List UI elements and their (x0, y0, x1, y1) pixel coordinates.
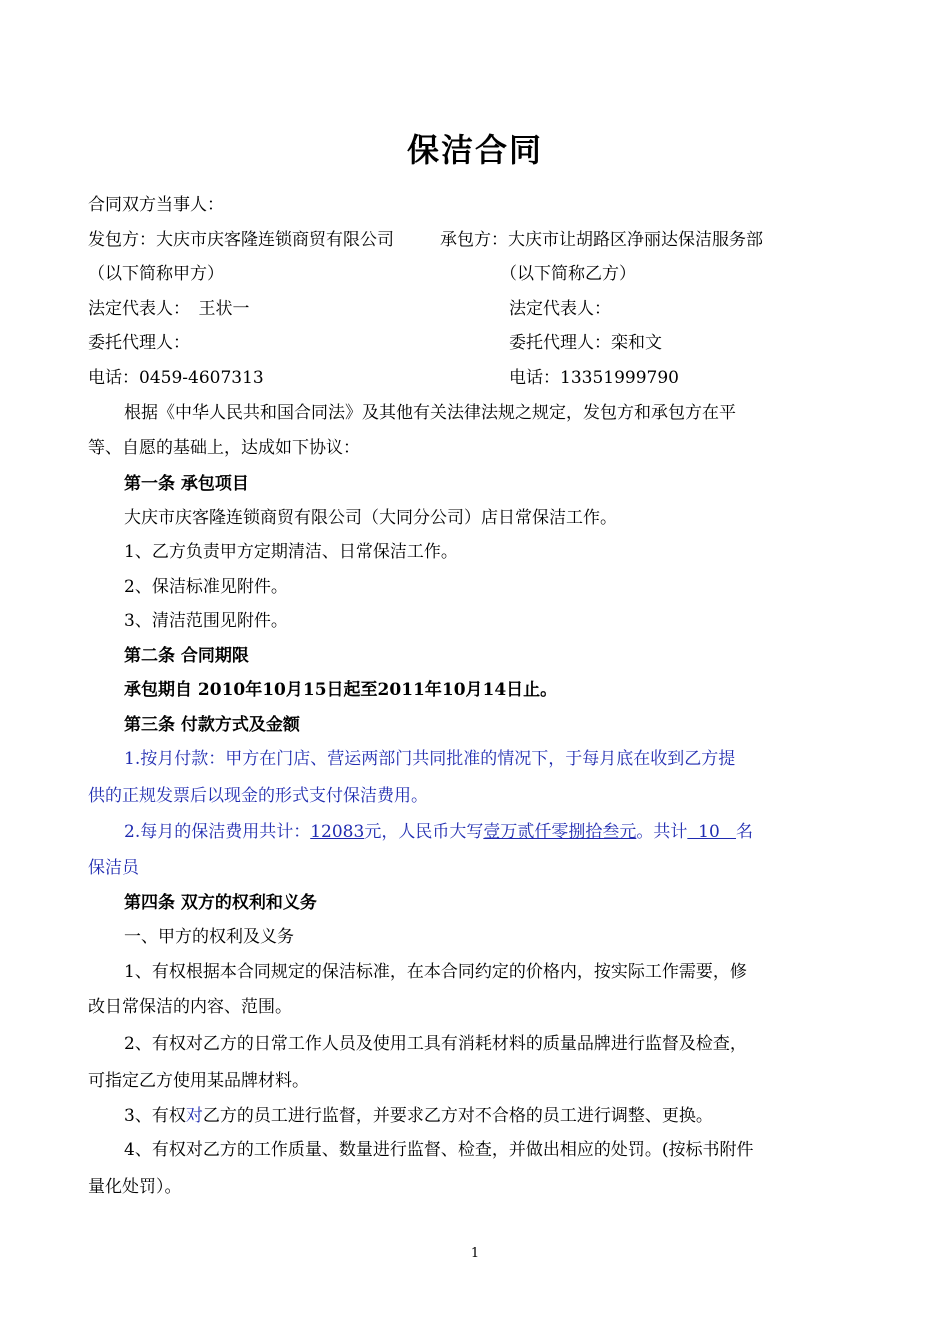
payment-clause-2-mid-2: 。共计 (636, 822, 688, 842)
parties-heading: 合同双方当事人： (88, 195, 224, 215)
monthly-fee-amount: 12083 (310, 822, 365, 842)
payment-clause-2-line-2: 保洁员 (88, 858, 139, 878)
article-2-term: 承包期自 2010年10月15日起至2011年10月14日止。 (124, 680, 558, 700)
monthly-fee-amount-cn: 壹万贰仟零捌拾叁元 (483, 822, 637, 842)
right-2-line-1: 2、有权对乙方的日常工作人员及使用工具有消耗材料的质量品牌进行监督及检查， (124, 1034, 747, 1054)
intro-line-2: 等、自愿的基础上，达成如下协议： (88, 438, 360, 458)
payment-clause-2-line-1 (124, 819, 753, 845)
cleaner-count: 10 (687, 822, 736, 842)
right-1-line-1: 1、有权根据本合同规定的保洁标准，在本合同约定的价格内，按实际工作需要，修 (124, 962, 747, 982)
right-4-line-1: 4、有权对乙方的工作质量、数量进行监督、检查，并做出相应的处罚。(按标书附件 (124, 1140, 754, 1160)
article-1-item: 2、保洁标准见附件。 (124, 577, 288, 597)
party-b-agent: 委托代理人：栾和文 (509, 333, 662, 353)
article-1-heading: 第一条 承包项目 (124, 474, 249, 494)
payment-clause-1-line-2: 供的正规发票后以现金的形式支付保洁费用。 (88, 786, 428, 806)
payment-clause-2-mid: 元，人民币大写 (364, 822, 484, 842)
intro-line-1: 根据《中华人民共和国合同法》及其他有关法律法规之规定，发包方和承包方在平 (124, 403, 736, 423)
right-2-line-2: 可指定乙方使用某品牌材料。 (88, 1071, 309, 1091)
page-number: 1 (470, 1246, 480, 1261)
right-1-line-2: 改日常保洁的内容、范围。 (88, 997, 292, 1017)
right-4-line-2: 量化处罚）。 (88, 1177, 182, 1197)
party-b-short: （以下简称乙方） (500, 264, 636, 284)
article-4-heading: 第四条 双方的权利和义务 (124, 893, 317, 913)
party-b-phone: 电话：13351999790 (509, 368, 679, 388)
party-a-short: （以下简称甲方） (88, 264, 224, 284)
right-3-part-3: 乙方的员工进行监督，并要求乙方对不合格的员工进行调整、更换。 (202, 1106, 713, 1126)
payment-clause-2-suffix: 名 (735, 822, 753, 842)
party-b-rep: 法定代表人： (509, 299, 611, 319)
payment-clause-2-prefix: 2.每月的保洁费用共计： (124, 822, 311, 842)
article-1-item: 1、乙方负责甲方定期清洁、日常保洁工作。 (124, 542, 458, 562)
article-2-heading: 第二条 合同期限 (124, 646, 249, 666)
party-b-name: 承包方：大庆市让胡路区净丽达保洁服务部 (440, 230, 763, 250)
article-1-desc: 大庆市庆客隆连锁商贸有限公司（大同分公司）店日常保洁工作。 (124, 508, 617, 528)
party-a-phone: 电话：0459-4607313 (88, 368, 264, 388)
article-3-heading: 第三条 付款方式及金额 (124, 715, 300, 735)
right-3 (124, 1103, 713, 1129)
party-a-name: 发包方：大庆市庆客隆连锁商贸有限公司 (88, 230, 394, 250)
article-1-item: 3、清洁范围见附件。 (124, 611, 288, 631)
party-a-rep: 法定代表人： 王状一 (88, 299, 250, 319)
article-4-subheading: 一、甲方的权利及义务 (124, 927, 294, 947)
party-a-agent: 委托代理人： (88, 333, 190, 353)
right-3-part-2: 对 (185, 1106, 203, 1126)
document-title: 保洁合同 (406, 131, 543, 169)
payment-clause-1-line-1: 1.按月付款：甲方在门店、营运两部门共同批准的情况下，于每月底在收到乙方提 (124, 749, 736, 769)
right-3-part-1: 3、有权 (124, 1106, 186, 1126)
